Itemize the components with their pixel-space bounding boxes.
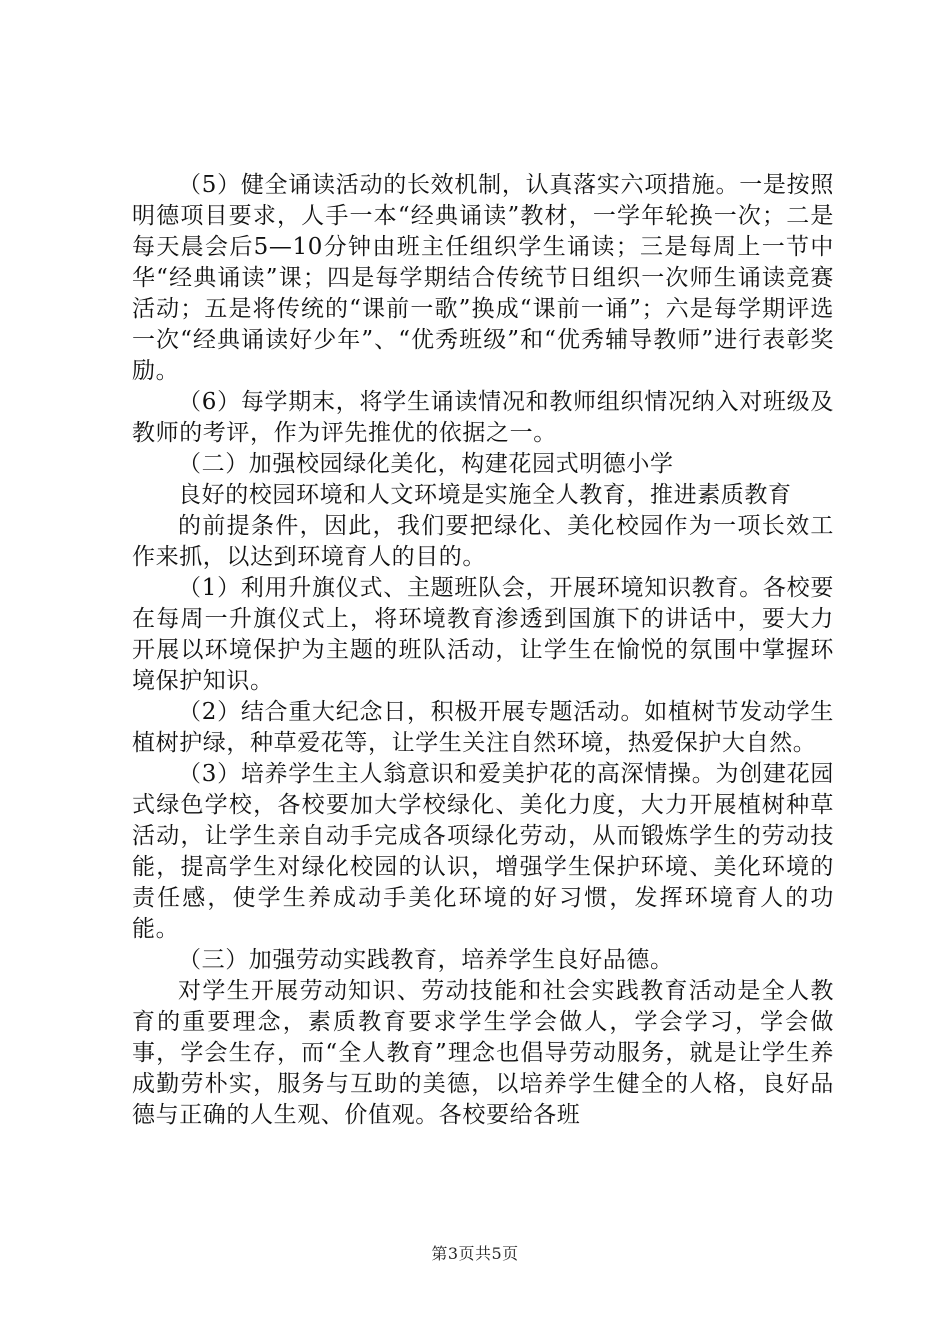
paragraph-5: （1）利用升旗仪式、主题班队会，开展环境知识教育。各校要在每周一升旗仪式上，将环境教育渗透到国旗下的讲话中，要大力开展以环境保护为主题的班队活动，让学生在愉悦的氛围中掌握环境保护知识。	[132, 575, 834, 694]
paragraph-7: （3）培养学生主人翁意识和爱美护花的高深情操。为创建花园式绿色学校，各校要加大学校绿化、美化力度，大力开展植树种草活动，让学生亲自动手完成各项绿化劳动，从而锻炼学生的劳动技能，提高学生对绿化校园的认识，增强学生保护环境、美化环境的责任感，使学生养成动手美化环境的好习惯，发挥环境育人的功能。	[132, 761, 834, 942]
section-heading-2: （二）加强校园绿化美化，构建花园式明德小学	[178, 451, 674, 477]
paragraph-4: 的前提条件，因此，我们要把绿化、美化校园作为一项长效工作来抓，以达到环境育人的目的。	[132, 513, 834, 570]
current-page-number: 第3页	[431, 1244, 475, 1263]
page-footer	[0, 1241, 950, 1264]
total-pages: 共5页	[475, 1244, 519, 1263]
section-heading-3: （三）加强劳动实践教育，培养学生良好品德。	[178, 947, 674, 973]
paragraph-2: （6）每学期末，将学生诵读情况和教师组织情况纳入对班级及教师的考评，作为评先推优的依据之一。	[132, 389, 834, 446]
paragraph-1: （5）健全诵读活动的长效机制，认真落实六项措施。一是按照明德项目要求，人手一本“经典诵读”教材，一学年轮换一次；二是每天晨会后5—10分钟由班主任组织学生诵读；三是每周上一节中华“经典诵读”课；四是每学期结合传统节日组织一次师生诵读竞赛活动；五是将传统的“课前一歌”换成“课前一诵”；六是每学期评选一次“经典诵读好少年”、“优秀班级”和“优秀辅导教师”进行表彰奖励。	[132, 172, 834, 384]
document-body	[132, 170, 834, 1131]
paragraph-6: （2）结合重大纪念日，积极开展专题活动。如植树节发动学生植树护绿，种草爱花等，让学生关注自然环境，热爱保护大自然。	[132, 699, 834, 756]
paragraph-8: 对学生开展劳动知识、劳动技能和社会实践教育活动是全人教育的重要理念，素质教育要求学生学会做人，学会学习，学会做事，学会生存，而“全人教育”理念也倡导劳动服务，就是让学生养成勤劳朴实，服务与互助的美德，以培养学生健全的人格，良好品德与正确的人生观、价值观。各校要给各班	[132, 978, 834, 1128]
paragraph-3: 良好的校园环境和人文环境是实施全人教育，推进素质教育	[178, 482, 792, 508]
